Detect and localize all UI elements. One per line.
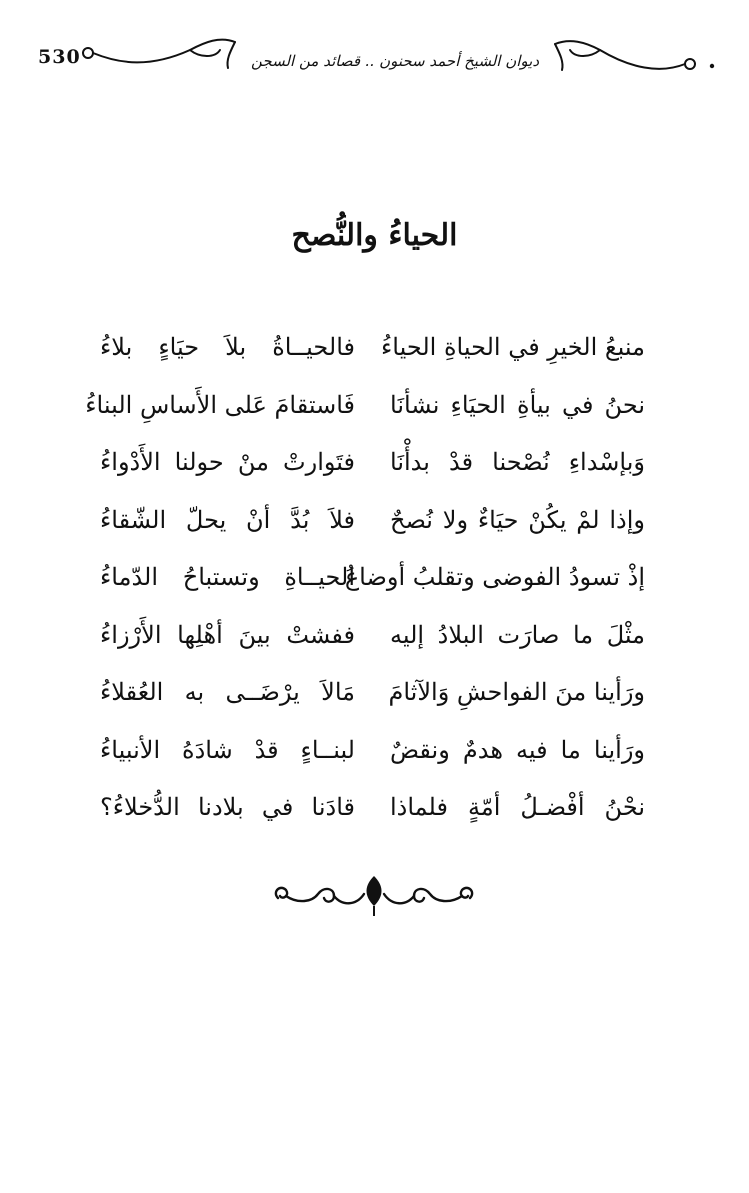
verse (100, 733, 645, 791)
verse-first-hemistich: مثْلَ ما صارَت البلادُ إليه (390, 620, 645, 649)
closing-ornament (268, 872, 480, 922)
page-header (30, 28, 720, 98)
verse-second-hemistich: فَاستقامَ عَلى الأَساسِ البناءُ (85, 390, 355, 419)
verse-first-hemistich: ورَأينا منَ الفواحشِ وَالآثامَ (388, 678, 645, 706)
verse (100, 560, 645, 618)
verse-first-hemistich: وَبإسْداءِ نُصْحنا قدْ بدأْنَا (390, 448, 645, 476)
verse (100, 618, 645, 676)
verse-first-hemistich: ورَأينا ما فيه هدمٌ ونقضٌ (390, 735, 645, 764)
verse (85, 388, 645, 446)
verse (100, 675, 645, 733)
verse (100, 503, 645, 561)
running-title: ديوان الشيخ أحمد سحنون .. قصائد من السجن (250, 52, 540, 70)
verse (100, 445, 645, 503)
verse-second-hemistich: مَالاَ يرْضَــى به العُقلاءُ (100, 678, 355, 706)
poem-body (85, 330, 645, 848)
verse-first-hemistich: إذْ تسودُ الفوضى وتقلبُ أوضاعُ (344, 563, 645, 591)
verse-second-hemistich: لبنــاءٍ قدْ شادَهُ الأنبياءُ (100, 735, 355, 764)
verse-first-hemistich: نحنُ في بيأةِ الحيَاءِ نشأنَا (390, 390, 645, 419)
verse-second-hemistich: فالحيــاةُ بلاَ حيَاءٍ بلاءُ (100, 333, 355, 361)
verse (100, 330, 645, 388)
verse-second-hemistich: قادَنا في بلادنا الدُّخلاءُ؟ (100, 793, 355, 821)
poem-title: الحياءُ والنُّصح (291, 218, 458, 253)
ornament-flourish-icon (268, 872, 480, 918)
verse-second-hemistich: فتَوارتْ منْ حولنا الأَدْواءُ (100, 448, 355, 476)
verse-first-hemistich: وإذا لمْ يكُنْ حيَاءٌ ولا نُصحٌ (390, 505, 645, 534)
verse-first-hemistich: نحْنُ أفْضـلُ أمّةٍ فلماذا (390, 793, 645, 821)
verse-second-hemistich: ففشتْ بينَ أهْلِها الأَرْزاءُ (100, 620, 355, 649)
verse-second-hemistich: فلاَ بُدَّ أنْ يحلّ الشّقاءُ (100, 505, 355, 534)
page-number: 530 (38, 46, 81, 68)
verse-second-hemistich: الحيــاةِ وتستباحُ الدّماءُ (100, 563, 355, 591)
verse-first-hemistich: منبعُ الخيرِ في الحياةِ الحياءُ (381, 333, 645, 361)
verse (100, 790, 645, 848)
